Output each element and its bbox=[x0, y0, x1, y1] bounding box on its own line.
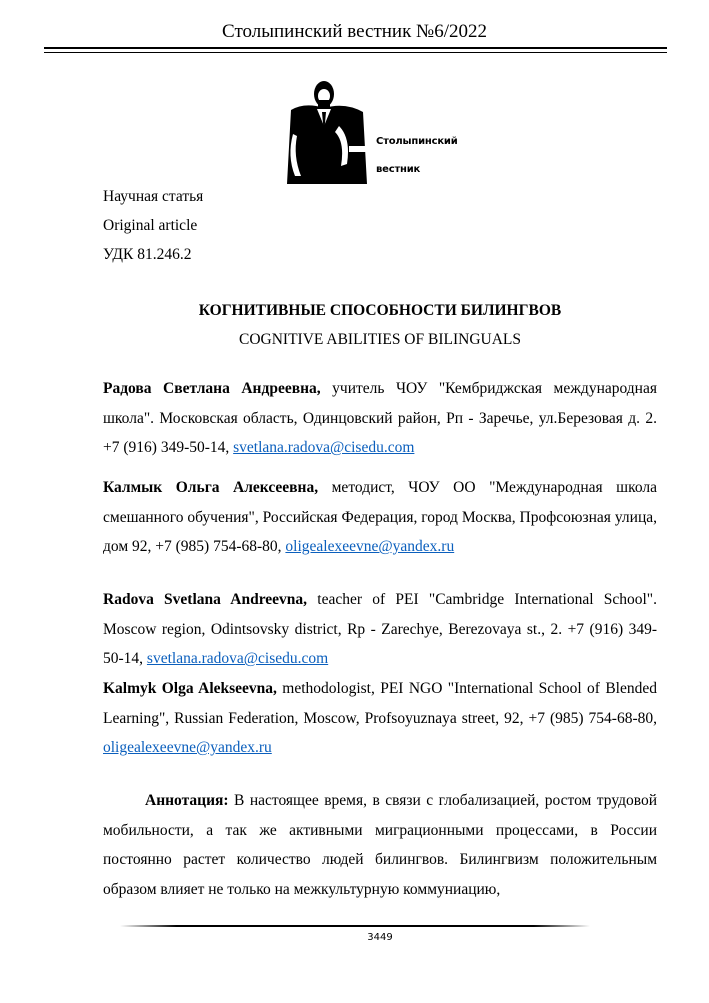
author-details: teacher of PEI "Cambridge International School". Moscow region, Odintsovsky district, Rp - Zarechye, Berezovaya st., 2. +7 (916) 349-50-14, bbox=[103, 591, 658, 668]
udc-code: УДК 81.246.2 bbox=[103, 246, 192, 263]
abstract-label: Аннотация: bbox=[145, 792, 229, 809]
logo-text-line2: вестник bbox=[376, 164, 421, 175]
article-type-en: Original article bbox=[103, 217, 198, 234]
author-details: методист, ЧОУ ОО "Международная школа смешанного обучения", Российская Федерация, город Москва, Профсоюзная улица, дом 92, +7 (985) 754-68-80, bbox=[103, 479, 658, 556]
author-details: учитель ЧОУ "Кембриджская международная школа". Московская область, Одинцовский район, Рп - Заречье, ул.Березовая д. 2. +7 (916) 349-50-14, bbox=[103, 380, 657, 457]
footer-divider bbox=[120, 925, 590, 927]
author-name: Radova Svetlana Andreevna, bbox=[103, 591, 308, 608]
author-info-ru-1 bbox=[103, 374, 657, 463]
author-email-link[interactable]: svetlana.radova@cisedu.com bbox=[146, 650, 329, 668]
author-info-ru-2 bbox=[103, 473, 657, 562]
journal-logo bbox=[287, 76, 467, 186]
header-divider-thick bbox=[44, 47, 667, 49]
portrait-icon bbox=[287, 76, 377, 186]
logo-text-line1: Столыпинский bbox=[376, 136, 458, 147]
author-email-link[interactable]: oligealexeevne@yandex.ru bbox=[285, 538, 455, 556]
journal-issue-title: Столыпинский вестник №6/2022 bbox=[222, 21, 487, 42]
article-title-ru: КОГНИТИВНЫЕ СПОСОБНОСТИ БИЛИНГВОВ bbox=[198, 302, 562, 319]
author-name: Радова Светлана Андреевна, bbox=[103, 380, 321, 397]
author-name: Калмык Ольга Алексеевна, bbox=[103, 479, 319, 496]
author-info-en-1 bbox=[103, 585, 657, 674]
article-title-en: COGNITIVE ABILITIES OF BILINGUALS bbox=[239, 331, 521, 348]
author-email-link[interactable]: svetlana.radova@cisedu.com bbox=[233, 439, 415, 457]
header-divider-thin bbox=[44, 52, 667, 53]
author-email-link[interactable]: oligealexeevne@yandex.ru bbox=[103, 739, 272, 757]
author-details: methodologist, PEI NGO "International School of Blended Learning", Russian Federation, Moscow, Profsoyuznaya street, 92, +7 (985) 754-68-80, bbox=[103, 680, 657, 727]
article-type-ru: Научная статья bbox=[103, 188, 204, 205]
page-number: 3449 bbox=[367, 932, 393, 943]
abstract-text: В настоящее время, в связи с глобализацией, ростом трудовой мобильности, а так же активными миграционными процессами, в России постоянно растет количество людей билингвов. Билингвизм положительным образом влияет не только на межкультурную коммуниацию, bbox=[103, 792, 657, 898]
author-info-en-2 bbox=[103, 674, 657, 763]
abstract-paragraph bbox=[103, 786, 657, 904]
author-name: Kalmyk Olga Alekseevna, bbox=[103, 680, 277, 697]
